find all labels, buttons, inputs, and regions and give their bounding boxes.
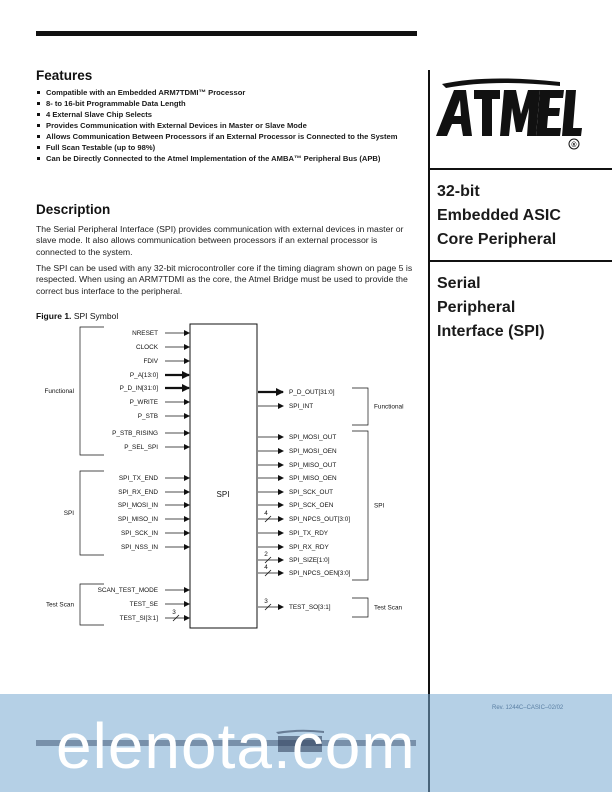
output-signal (258, 389, 335, 396)
left-group-label: Functional (44, 388, 74, 395)
output-signal-label: SPI_MOSI_OUT (289, 434, 337, 442)
input-signal-label: SPI_NSS_IN (121, 544, 158, 552)
input-signal (121, 544, 189, 551)
output-signal-label: SPI_INT (289, 403, 314, 411)
left-group-label: Test Scan (45, 601, 74, 609)
input-signal-label: P_A[13:0] (129, 372, 158, 380)
input-signal (130, 399, 189, 406)
output-signal (258, 448, 337, 455)
output-signal (258, 598, 331, 611)
output-signal-label: TEST_SO[3:1] (289, 604, 331, 612)
input-signal (138, 413, 189, 420)
output-signal-label: SPI_SIZE[1:0] (289, 557, 330, 565)
logo-registered-mark: ® (571, 142, 577, 149)
figure-label: Figure 1. (36, 311, 72, 321)
output-signal (258, 502, 334, 509)
output-signal (258, 475, 337, 482)
input-bus-width: 3 (172, 609, 176, 616)
input-signal-label: P_WRITE (129, 399, 158, 407)
product-title-line: 32-bit (437, 183, 480, 200)
input-signal-label: SCAN_TEST_MODE (97, 587, 158, 595)
right-group-label: Functional (374, 403, 404, 411)
feature-item: Compatible with an Embedded ARM7TDMI™ Processor (36, 87, 416, 98)
input-signal (130, 372, 189, 379)
input-signal-label: TEST_SI[3:1] (119, 615, 158, 623)
right-group-bracket (352, 388, 404, 425)
output-signal (258, 564, 351, 577)
input-signal-label: SPI_SCK_IN (121, 530, 158, 538)
input-signal (124, 444, 189, 451)
output-signal (258, 551, 330, 564)
output-signal-label: SPI_NPCS_OUT[3:0] (289, 516, 351, 524)
input-signal-label: FDIV (143, 358, 158, 366)
output-signal (258, 530, 329, 537)
input-signal (118, 489, 189, 496)
figure-title: SPI Symbol (73, 311, 119, 321)
output-signal-label: SPI_SCK_OEN (289, 502, 334, 510)
spi-block-label: SPI (216, 490, 230, 499)
input-signal (120, 609, 189, 622)
input-signal-label: SPI_RX_END (118, 489, 158, 497)
input-signal-label: SPI_MISO_IN (117, 516, 158, 524)
output-signal-label: SPI_SCK_OUT (289, 489, 334, 497)
input-signal (143, 358, 189, 365)
output-signal (258, 403, 313, 410)
input-signal (121, 530, 189, 537)
input-signal (120, 385, 189, 392)
input-signal-label: P_STB (137, 413, 158, 421)
input-signal (130, 601, 189, 608)
output-signal-label: SPI_NPCS_OEN[3:0] (289, 570, 351, 578)
feature-item: Full Scan Testable (up to 98%) (36, 142, 416, 153)
input-signal (118, 502, 189, 509)
features-heading: Features (36, 68, 93, 83)
revision-code: Rev. 1244C–CASIC–02/02 (492, 705, 564, 711)
input-signal-label: SPI_TX_END (118, 475, 158, 483)
input-signal (112, 430, 189, 437)
output-signal-label: SPI_MISO_OUT (289, 462, 337, 470)
feature-item: 4 External Slave Chip Selects (36, 109, 416, 120)
output-signal (258, 544, 330, 551)
output-signal (258, 462, 336, 469)
description-paragraph: The SPI can be used with any 32-bit microcontroller core if the timing diagram shown on page 5 is respected. When using an ARM7TDMI as the core, the Atmel Bridge must be used to provide the correct bus interface to the peripheral. (36, 263, 413, 296)
input-signal (119, 475, 189, 482)
product-title-line: Embedded ASIC (437, 207, 561, 224)
module-title-line: Peripheral (437, 299, 516, 316)
output-bus-width: 4 (264, 564, 268, 571)
module-title-line: Interface (SPI) (437, 323, 545, 340)
description-heading: Description (36, 202, 111, 217)
input-signal-label: P_STB_RISING (112, 430, 158, 438)
output-signal (258, 510, 350, 523)
input-signal-label: SPI_MOSI_IN (117, 502, 158, 510)
output-bus-width: 4 (264, 510, 268, 517)
feature-item: Provides Communication with External Devices in Master or Slave Mode (36, 120, 416, 131)
description-paragraph: The Serial Peripheral Interface (SPI) provides communication with external devices in master or slave mode. It also allows communication between processors if an external processor is connected to the system. (36, 224, 404, 257)
output-signal (258, 489, 333, 496)
output-signal-label: SPI_RX_RDY (289, 544, 329, 552)
feature-item: Can be Directly Connected to the Atmel Implementation of the AMBA™ Peripheral Bus (APB) (36, 153, 416, 164)
input-signal (132, 330, 189, 337)
right-group-bracket (352, 431, 385, 580)
right-group-label: Test Scan (374, 604, 403, 612)
right-group-bracket (352, 598, 403, 617)
input-signal (118, 516, 189, 523)
input-signal-label: P_D_IN[31:0] (119, 385, 158, 393)
output-signal-label: P_D_OUT[31:0] (289, 389, 335, 397)
module-title-line: Serial (437, 275, 481, 292)
left-group-bracket (45, 327, 105, 455)
output-signal-label: SPI_TX_RDY (289, 530, 329, 538)
input-signal-label: TEST_SE (129, 601, 158, 609)
feature-item: 8- to 16-bit Programmable Data Length (36, 98, 416, 109)
right-group-label: SPI (374, 502, 385, 510)
product-title-line: Core Peripheral (437, 231, 557, 248)
input-signal-label: P_SEL_SPI (124, 444, 158, 452)
input-signal-label: CLOCK (135, 344, 158, 352)
output-bus-width: 3 (264, 598, 268, 605)
left-group-bracket (46, 584, 104, 625)
feature-item: Allows Communication Between Processors if an External Processor is Connected to the System (36, 131, 416, 142)
input-signal (98, 587, 189, 594)
input-signal (136, 344, 189, 351)
left-group-label: SPI (63, 510, 74, 517)
watermark-text: elenota.com (56, 710, 416, 782)
output-signal (258, 434, 336, 441)
output-bus-width: 2 (264, 551, 268, 558)
output-signal-label: SPI_MISO_OEN (289, 475, 337, 483)
left-group-bracket (64, 471, 104, 555)
output-signal-label: SPI_MOSI_OEN (289, 448, 337, 456)
spi-block (190, 324, 257, 628)
input-signal-label: NRESET (132, 330, 158, 338)
